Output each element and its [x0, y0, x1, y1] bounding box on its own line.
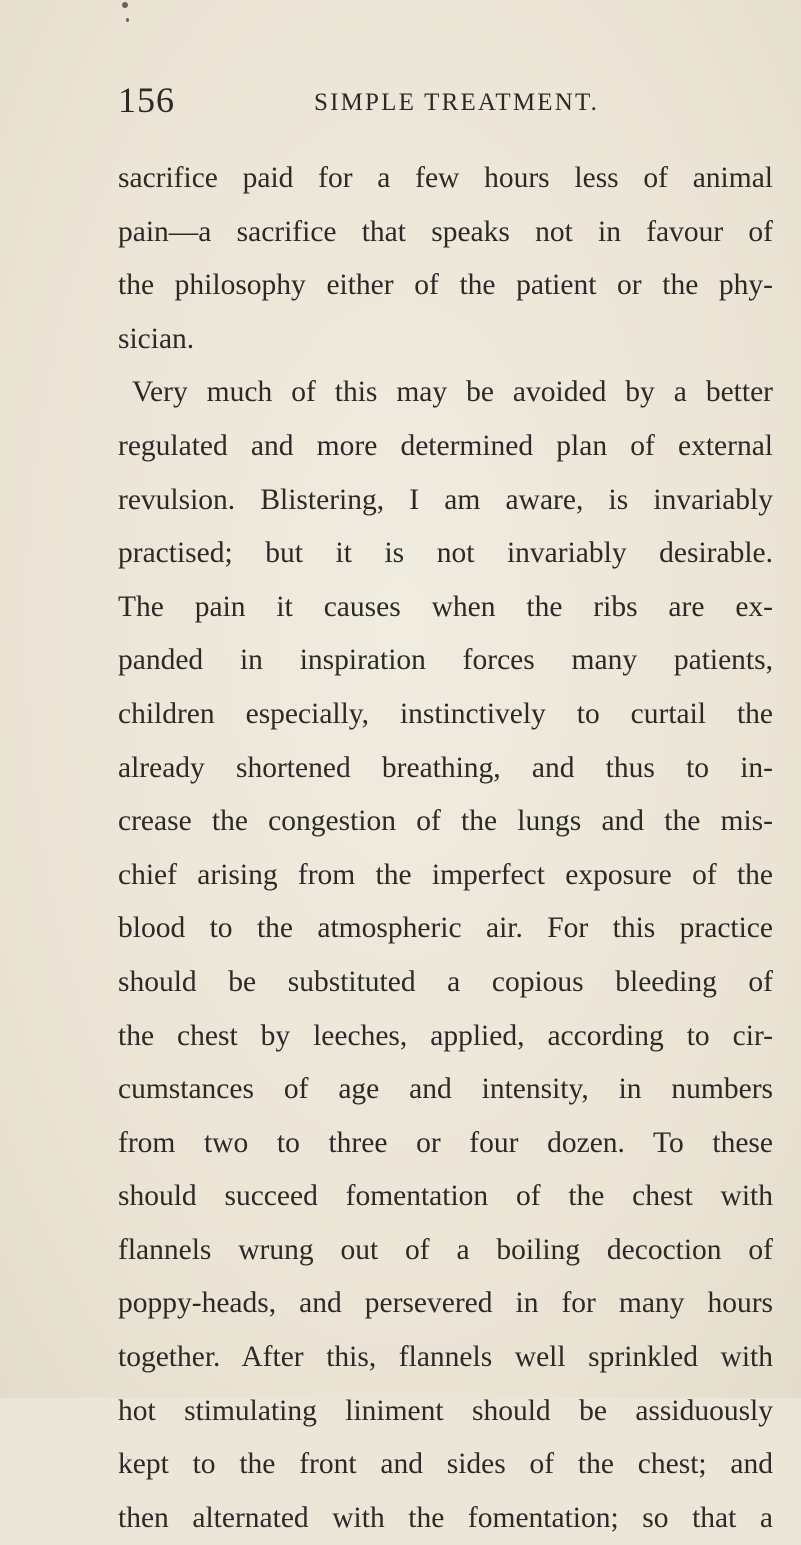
text-line: kept to the front and sides of the chest; and — [118, 1448, 773, 1481]
text-line: sician. — [118, 322, 195, 355]
text-line: together. After this, flannels well sprinkled with — [118, 1341, 773, 1374]
running-head: SIMPLE TREATMENT. — [314, 89, 600, 116]
text-line: from two to three or four dozen. To these — [118, 1126, 773, 1159]
text-line: chief arising from the imperfect exposure of the — [118, 858, 773, 891]
text-line: Very much of this may be avoided by a better — [132, 376, 773, 409]
text-line: the philosophy either of the patient or the phy- — [118, 269, 773, 302]
text-line: then alternated with the fomentation; so that a — [118, 1501, 773, 1534]
text-line: should be substituted a copious bleeding of — [118, 965, 773, 998]
ink-speck — [122, 2, 128, 8]
body-text — [118, 152, 773, 1545]
text-line: panded in inspiration forces many patients, — [118, 644, 773, 677]
text-line: sacrifice paid for a few hours less of animal — [118, 162, 773, 194]
text-line: flannels wrung out of a boiling decoction of — [118, 1233, 773, 1266]
text-line: crease the congestion of the lungs and the mis- — [118, 805, 773, 838]
text-line: regulated and more determined plan of external — [118, 429, 773, 462]
text-line: blood to the atmospheric air. For this practice — [118, 912, 773, 945]
page-number: 156 — [118, 80, 175, 120]
page-header — [118, 78, 758, 122]
text-line: pain—a sacrifice that speaks not in favour of — [118, 215, 773, 248]
text-line: poppy-heads, and persevered in for many hours — [118, 1287, 773, 1320]
text-line: revulsion. Blistering, I am aware, is invariably — [118, 483, 773, 516]
text-line: the chest by leeches, applied, according to cir- — [118, 1019, 773, 1052]
ink-speck — [126, 18, 129, 22]
text-line: children especially, instinctively to curtail the — [118, 697, 773, 730]
text-line: practised; but it is not invariably desirable. — [118, 537, 773, 570]
text-line: already shortened breathing, and thus to in- — [118, 751, 773, 784]
text-line: The pain it causes when the ribs are ex- — [118, 590, 773, 623]
text-line: cumstances of age and intensity, in numbers — [118, 1073, 773, 1106]
text-line: should succeed fomentation of the chest with — [118, 1180, 773, 1213]
text-line: hot stimulating liniment should be assiduously — [118, 1394, 773, 1427]
